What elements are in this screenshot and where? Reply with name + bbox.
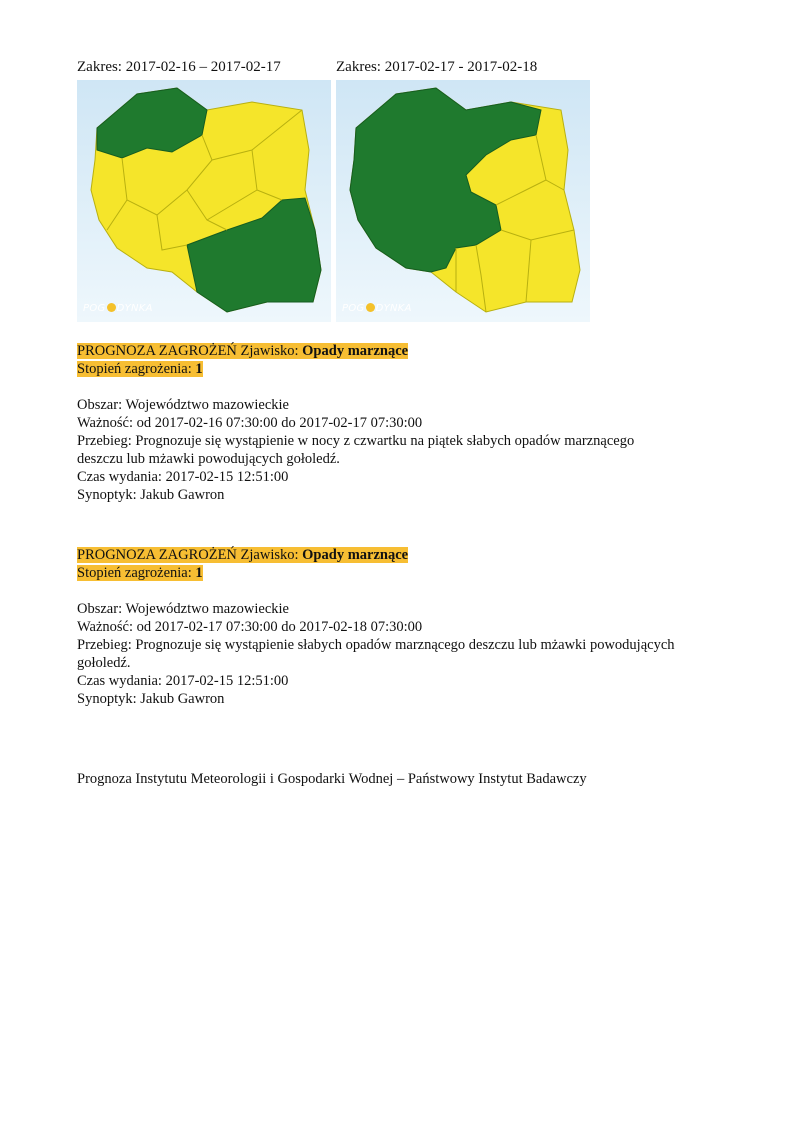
warning-header-prefix: PROGNOZA ZAGROŻEŃ Zjawisko: [77, 343, 303, 359]
warning-area: Obszar: Województwo mazowieckie [77, 397, 289, 413]
warning-header-prefix: PROGNOZA ZAGROŻEŃ Zjawisko: [77, 547, 303, 563]
warning-issued: Czas wydania: 2017-02-15 12:51:00 [77, 469, 289, 485]
warning-course-line2: gołoledź. [77, 655, 131, 671]
poland-map-2-graphic [336, 80, 590, 322]
sun-icon [366, 303, 375, 312]
warning-course-line2: deszczu lub mżawki powodujących gołoledź. [77, 451, 340, 467]
warning-course-line1: Przebieg: Prognozuje się wystąpienie słabych opadów marznącego deszczu lub mżawki powodujących [77, 637, 675, 653]
warning-map-2[interactable] [336, 80, 590, 322]
warning-level-prefix: Stopień zagrożenia: [77, 565, 196, 581]
phenomenon-name: Opady marznące [302, 343, 409, 359]
map-caption-1: Zakres: 2017-02-16 – 2017-02-17 [77, 59, 281, 75]
warning-header [77, 342, 757, 360]
warning-header [77, 546, 757, 564]
phenomenon-name: Opady marznące [302, 547, 409, 563]
warning-forecaster: Synoptyk: Jakub Gawron [77, 487, 225, 503]
warning-forecaster: Synoptyk: Jakub Gawron [77, 691, 225, 707]
warning-validity: Ważność: od 2017-02-17 07:30:00 do 2017-02-18 07:30:00 [77, 619, 423, 635]
warning-validity: Ważność: od 2017-02-16 07:30:00 do 2017-02-17 07:30:00 [77, 415, 423, 431]
warning-level [77, 360, 757, 378]
warning-course-line1: Przebieg: Prognozuje się wystąpienie w nocy z czwartku na piątek słabych opadów marznącego [77, 433, 635, 449]
pogodynka-logo-2: POG DYNKA [342, 303, 412, 314]
maps-row [77, 58, 597, 323]
warning-level-value: 1 [195, 565, 203, 581]
warning-map-1[interactable] [77, 80, 331, 322]
warning-level-prefix: Stopień zagrożenia: [77, 361, 196, 377]
sun-icon [107, 303, 116, 312]
footer-source: Prognoza Instytutu Meteorologii i Gospodarki Wodnej – Państwowy Instytut Badawczy [77, 771, 587, 787]
warning-issued: Czas wydania: 2017-02-15 12:51:00 [77, 673, 289, 689]
warning-level [77, 564, 757, 582]
map-caption-2: Zakres: 2017-02-17 - 2017-02-18 [336, 59, 538, 75]
warning-area: Obszar: Województwo mazowieckie [77, 601, 289, 617]
poland-map-1-graphic [77, 80, 331, 322]
pogodynka-logo-1: POG DYNKA [83, 303, 153, 314]
warning-block-1 [77, 342, 757, 504]
warning-level-value: 1 [195, 361, 203, 377]
map-panel-1 [77, 58, 281, 314]
map-panel-2 [336, 58, 538, 314]
warning-block-2 [77, 546, 757, 708]
